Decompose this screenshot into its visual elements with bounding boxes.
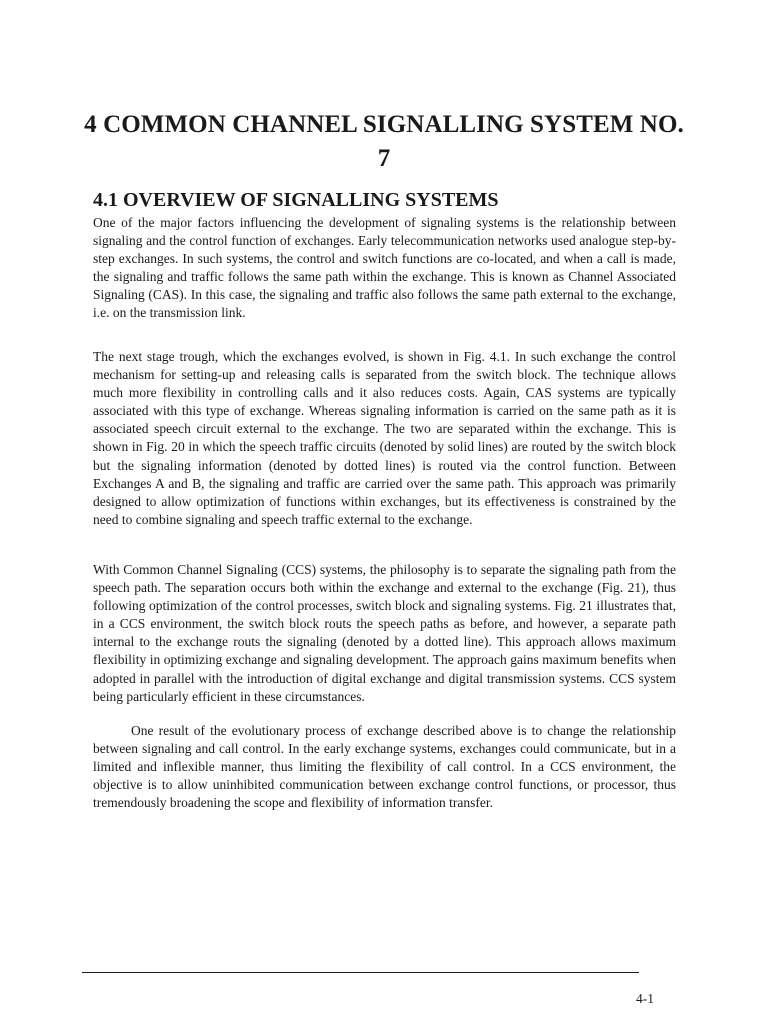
- page-number: 4-1: [636, 991, 654, 1006]
- section-heading: 4.1 OVERVIEW OF SIGNALLING SYSTEMS: [93, 189, 499, 211]
- body-paragraph-3: With Common Channel Signaling (CCS) systems, the philosophy is to separate the signaling path from the speech path. The separation occurs both within the exchange and external to the exchange (Fig. 21), thus following optimization of the control processes, switch block and signaling systems. Fig. 21 illustrates that, in a CCS environment, the switch block routs the speech paths as before, and however, a separate path internal to the exchange routs the signaling (denoted by a dotted line). This approach allows maximum flexibility in optimizing exchange and signaling development. The approach gains maximum benefits when adopted in parallel with the introduction of digital exchange and digital transmission systems. CCS system being particularly efficient in these circumstances.: [93, 562, 676, 704]
- footer-rule: [82, 972, 639, 973]
- body-paragraph-4: One result of the evolutionary process of exchange described above is to change the relationship between signaling and call control. In the early exchange systems, exchanges could communicate, but in a limited and inflexible manner, thus limiting the flexibility of call control. In a CCS environment, the objective is to allow uninhibited communication between exchange control functions, or processor, thus tremendously broadening the scope and flexibility of information transfer.: [93, 723, 676, 811]
- chapter-title: 4 COMMON CHANNEL SIGNALLING SYSTEM NO. 7: [84, 111, 684, 172]
- body-paragraph-2: The next stage trough, which the exchanges evolved, is shown in Fig. 4.1. In such exchange the control mechanism for setting-up and releasing calls is separated from the switch block. The technique allows much more flexibility in controlling calls and it also reduces costs. Again, CAS systems are typically associated with this type of exchange. Whereas signaling information is carried on the same path as it is associated speech circuit external to the exchange. The two are separated within the exchange. This is shown in Fig. 20 in which the speech traffic circuits (denoted by solid lines) are routed by the switch block but the signaling information (denoted by dotted lines) is routed via the control function. Between Exchanges A and B, the signaling and traffic are carried over the same path. This approach was primarily designed to allow optimization of functions within exchanges, but its effectiveness is constrained by the need to combine signaling and speech traffic external to the exchange.: [93, 349, 676, 527]
- body-paragraph-1: One of the major factors influencing the development of signaling systems is the relationship between signaling and the control function of exchanges. Early telecommunication networks used analogue step-by-step exchanges. In such systems, the control and switch functions are co-located, and when a call is made, the signaling and traffic follows the same path within the exchange. This is known as Channel Associated Signaling (CAS). In this case, the signaling and traffic also follows the same path external to the exchange, i.e. on the transmission link.: [93, 215, 676, 321]
